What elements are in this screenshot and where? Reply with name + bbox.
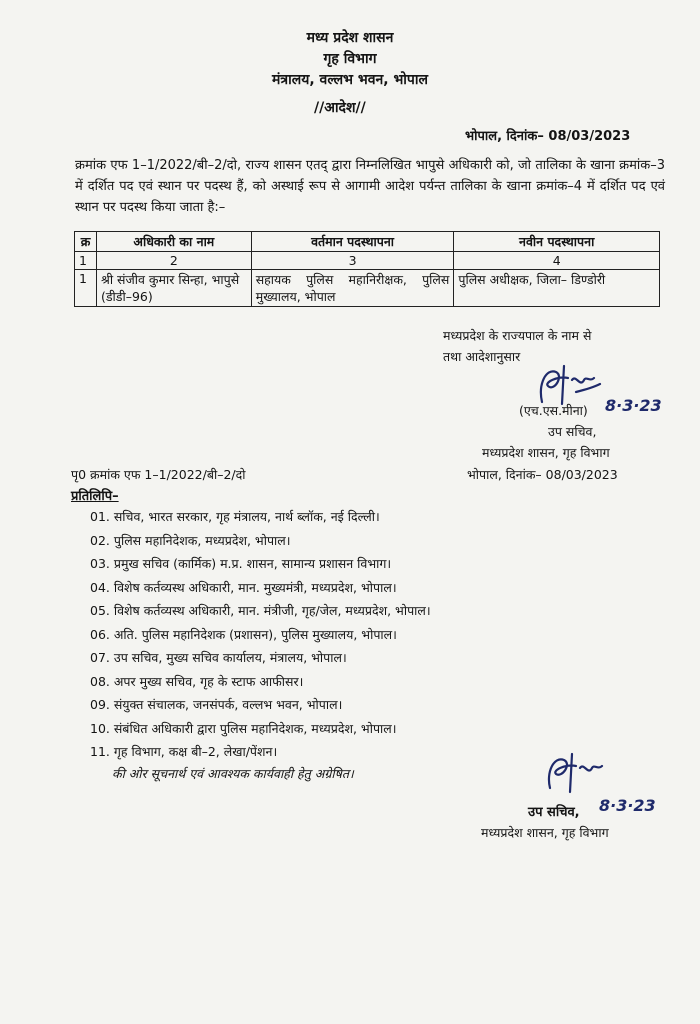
list-item: 03. प्रमुख सचिव (कार्मिक) म.प्र. शासन, सामान्य प्रशासन विभाग। [90,556,392,571]
signatory-department: मध्यप्रदेश शासन, गृह विभाग [482,445,610,460]
closing-line: की ओर सूचनार्थ एवं आवश्यक कार्यवाही हेतु अग्रेषित। [112,766,354,781]
signatory-2-designation: उप सचिव, [528,805,580,820]
table-header-cell: क्र [75,232,97,252]
list-item: 01. सचिव, भारत सरकार, गृह मंत्रालय, नार्थ ब्लॉक, नई दिल्ली। [90,509,380,524]
signatory-date-line: भोपाल, दिनांक– 08/03/2023 [467,467,618,482]
signatory-2-department: मध्यप्रदेश शासन, गृह विभाग [481,825,609,840]
table-cell: 1 [75,252,97,270]
date-line: भोपाल, दिनांक– 08/03/2023 [465,129,631,144]
list-item: 10. संबंधित अधिकारी द्वारा पुलिस महानिदेशक, मध्यप्रदेश, भोपाल। [90,720,397,736]
header-line-1: मध्य प्रदेश शासन [306,30,394,46]
list-item: 08. अपर मुख्य सचिव, गृह के स्टाफ आफीसर। [90,673,304,689]
table-header-cell: नवीन पदस्थापना [454,232,660,252]
list-item: 04. विशेष कर्तव्यस्थ अधिकारी, मान. मुख्यमंत्री, मध्यप्रदेश, भोपाल। [90,579,397,595]
table-header-cell: वर्तमान पदस्थापना [251,232,454,252]
table-header-row [75,232,660,252]
table-cell: सहायक पुलिस महानिरीक्षक, पुलिस मुख्यालय, भोपाल [251,270,454,307]
table-cell: श्री संजीव कुमार सिन्हा, भापुसे (डीडी–96) [96,270,251,307]
list-item: 11. गृह विभाग, कक्ष बी–2, लेखा/पेंशन। [90,744,278,759]
signatory-designation: उप सचिव, [548,424,597,439]
list-item: 06. अति. पुलिस महानिदेशक (प्रशासन), पुलिस मुख्यालय, भोपाल। [90,626,397,642]
header-line-3: मंत्रालय, वल्लभ भवन, भोपाल [272,72,428,88]
table-number-row [75,252,660,270]
table-cell: 2 [96,252,251,270]
header-line-2: गृह विभाग [323,51,377,67]
signature-2-image [540,752,610,796]
order-title: //आदेश// [314,100,366,116]
authority-line-1: मध्यप्रदेश के राज्यपाल के नाम से [443,328,592,343]
table-cell: 4 [454,252,660,270]
endorsement-ref: पृ0 क्रमांक एफ 1–1/2022/बी–2/दो [71,467,246,482]
table-cell: पुलिस अधीक्षक, जिला– डिण्डोरी [454,270,660,307]
handwritten-date-1: 8·3·23 [605,396,662,415]
list-item: 07. उप सचिव, मुख्य सचिव कार्यालय, मंत्रालय, भोपाल। [90,650,347,665]
table-row [75,270,660,307]
table-cell: 3 [251,252,454,270]
list-item: 09. संयुक्त संचालक, जनसंपर्क, वल्लभ भवन, भोपाल। [90,697,343,712]
posting-table [74,231,660,307]
copy-label: प्रतिलिपि– [71,489,119,504]
order-body-text: क्रमांक एफ 1–1/2022/बी–2/दो, राज्य शासन एतद् द्वारा निम्नलिखित भापुसे अधिकारी को, जो तालिका के खाना क्रमांक–3 में दर्शित पद एवं स्थान पर पदस्थ हैं, को अस्थाई रूप से आगामी आदेश पर्यन्त तालिका के खाना क्रमांक–4 में दर्शित पद एवं स्थान पर पदस्थ किया जाता है:– [75,158,665,215]
signatory-name: (एच.एस.मीना) [519,403,588,418]
table-header-cell: अधिकारी का नाम [96,232,251,252]
list-item: 02. पुलिस महानिदेशक, मध्यप्रदेश, भोपाल। [90,532,291,548]
handwritten-date-2: 8·3·23 [599,796,656,815]
copy-list [90,508,431,767]
list-item: 05. विशेष कर्तव्यस्थ अधिकारी, मान. मंत्रीजी, गृह/जेल, मध्यप्रदेश, भोपाल। [90,603,431,618]
table-cell: 1 [75,270,97,307]
authority-line-2: तथा आदेशानुसार [443,349,521,364]
